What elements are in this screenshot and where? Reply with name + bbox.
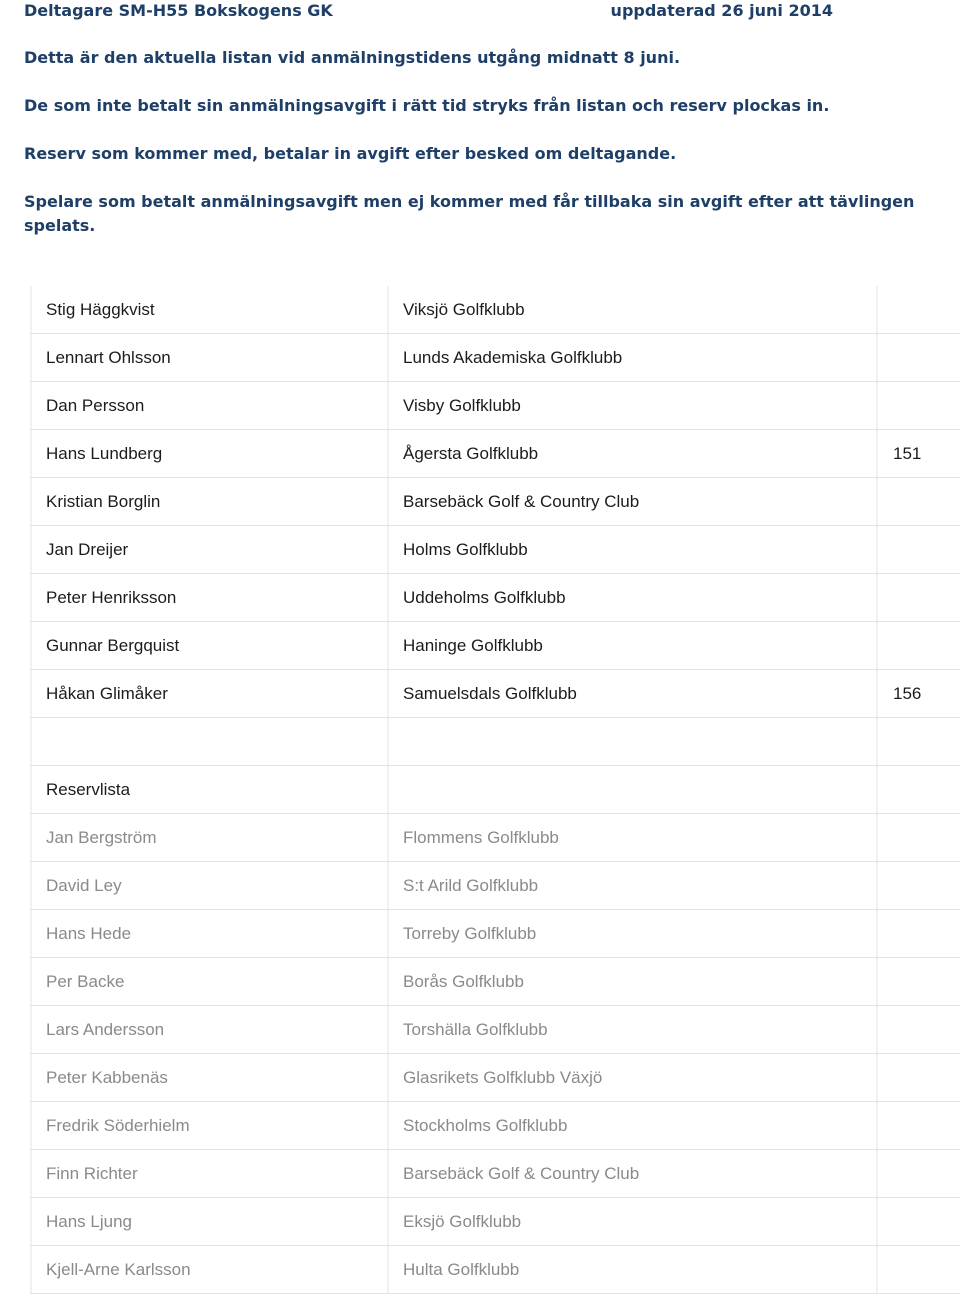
reserve-club-name: S:t Arild Golfklubb [403, 876, 539, 895]
reserve-player-name: Finn Richter [46, 1164, 138, 1183]
reserve-club-name: Borås Golfklubb [403, 972, 524, 991]
table-row [30, 910, 960, 958]
reserve-player-name: Kjell-Arne Karlsson [46, 1260, 191, 1279]
updated-date: uppdaterad 26 juni 2014 [610, 1, 833, 20]
page-header [24, 0, 833, 22]
table-row [30, 1150, 960, 1198]
intro-paragraph-4 [24, 190, 914, 238]
club-name: Barsebäck Golf & Country Club [403, 492, 640, 511]
intro-paragraph-1: Detta är den aktuella listan vid anmälningstidens utgång midnatt 8 juni. [24, 48, 681, 67]
score: 156 [893, 684, 922, 703]
club-name: Samuelsdals Golfklubb [403, 684, 577, 703]
club-name: Uddeholms Golfklubb [403, 588, 566, 607]
reserve-club-name: Hulta Golfklubb [403, 1260, 520, 1279]
reserve-club-name: Eksjö Golfklubb [403, 1212, 522, 1231]
table-row [30, 574, 960, 622]
table-row [30, 430, 960, 478]
reserve-player-name: Fredrik Söderhielm [46, 1116, 190, 1135]
club-name: Viksjö Golfklubb [403, 300, 525, 319]
table-row [30, 1054, 960, 1102]
table-row [30, 814, 960, 862]
table-row [30, 526, 960, 574]
table-row [30, 1198, 960, 1246]
table-row [30, 478, 960, 526]
reserve-player-name: Hans Hede [46, 924, 132, 943]
player-name: Stig Häggkvist [46, 300, 155, 319]
intro-paragraph-3: Reserv som kommer med, betalar in avgift efter besked om deltagande. [24, 144, 677, 163]
intro-paragraph-4-line-1: Spelare som betalt anmälningsavgift men ej kommer med får tillbaka sin avgift efter att tävlingen [24, 192, 915, 211]
table-row [30, 382, 960, 430]
reserve-club-name: Barsebäck Golf & Country Club [403, 1164, 640, 1183]
table-row [30, 670, 960, 718]
score: 151 [893, 444, 922, 463]
reserve-heading-row [30, 766, 960, 814]
reserve-club-name: Flommens Golfklubb [403, 828, 559, 847]
club-name: Holms Golfklubb [403, 540, 528, 559]
player-name: Gunnar Bergquist [46, 636, 180, 655]
intro-paragraph-2: De som inte betalt sin anmälningsavgift i rätt tid stryks från listan och reserv plockas in. [24, 96, 830, 115]
reserve-club-name: Stockholms Golfklubb [403, 1116, 568, 1135]
player-name: Håkan Glimåker [46, 684, 168, 703]
club-name: Visby Golfklubb [403, 396, 521, 415]
page-title: Deltagare SM-H55 Bokskogens GK [24, 1, 333, 20]
club-name: Lunds Akademiska Golfklubb [403, 348, 623, 367]
reserve-player-name: Per Backe [46, 972, 125, 991]
player-name: Lennart Ohlsson [46, 348, 171, 367]
table-row [30, 862, 960, 910]
intro-paragraph-4-line-2: spelats. [24, 216, 96, 235]
reserve-player-name: Jan Bergström [46, 828, 157, 847]
club-name: Ågersta Golfklubb [403, 444, 539, 463]
reserve-player-name: David Ley [46, 876, 122, 895]
player-name: Hans Lundberg [46, 444, 163, 463]
reserve-heading: Reservlista [46, 780, 131, 799]
table-row [30, 334, 960, 382]
reserve-player-name: Peter Kabbenäs [46, 1068, 168, 1087]
reserve-player-name: Lars Andersson [46, 1020, 165, 1039]
participants-table [30, 286, 960, 1294]
player-name: Dan Persson [46, 396, 145, 415]
empty-row [30, 718, 960, 766]
table-row [30, 1102, 960, 1150]
table-row [30, 286, 960, 334]
club-name: Haninge Golfklubb [403, 636, 543, 655]
reserve-club-name: Torshälla Golfklubb [403, 1020, 548, 1039]
table-row [30, 622, 960, 670]
player-name: Kristian Borglin [46, 492, 161, 511]
table-row [30, 1246, 960, 1294]
table-row [30, 958, 960, 1006]
reserve-player-name: Hans Ljung [46, 1212, 133, 1231]
reserve-club-name: Torreby Golfklubb [403, 924, 537, 943]
table-row [30, 1006, 960, 1054]
player-name: Jan Dreijer [46, 540, 129, 559]
player-name: Peter Henriksson [46, 588, 177, 607]
reserve-club-name: Glasrikets Golfklubb Växjö [403, 1068, 603, 1087]
